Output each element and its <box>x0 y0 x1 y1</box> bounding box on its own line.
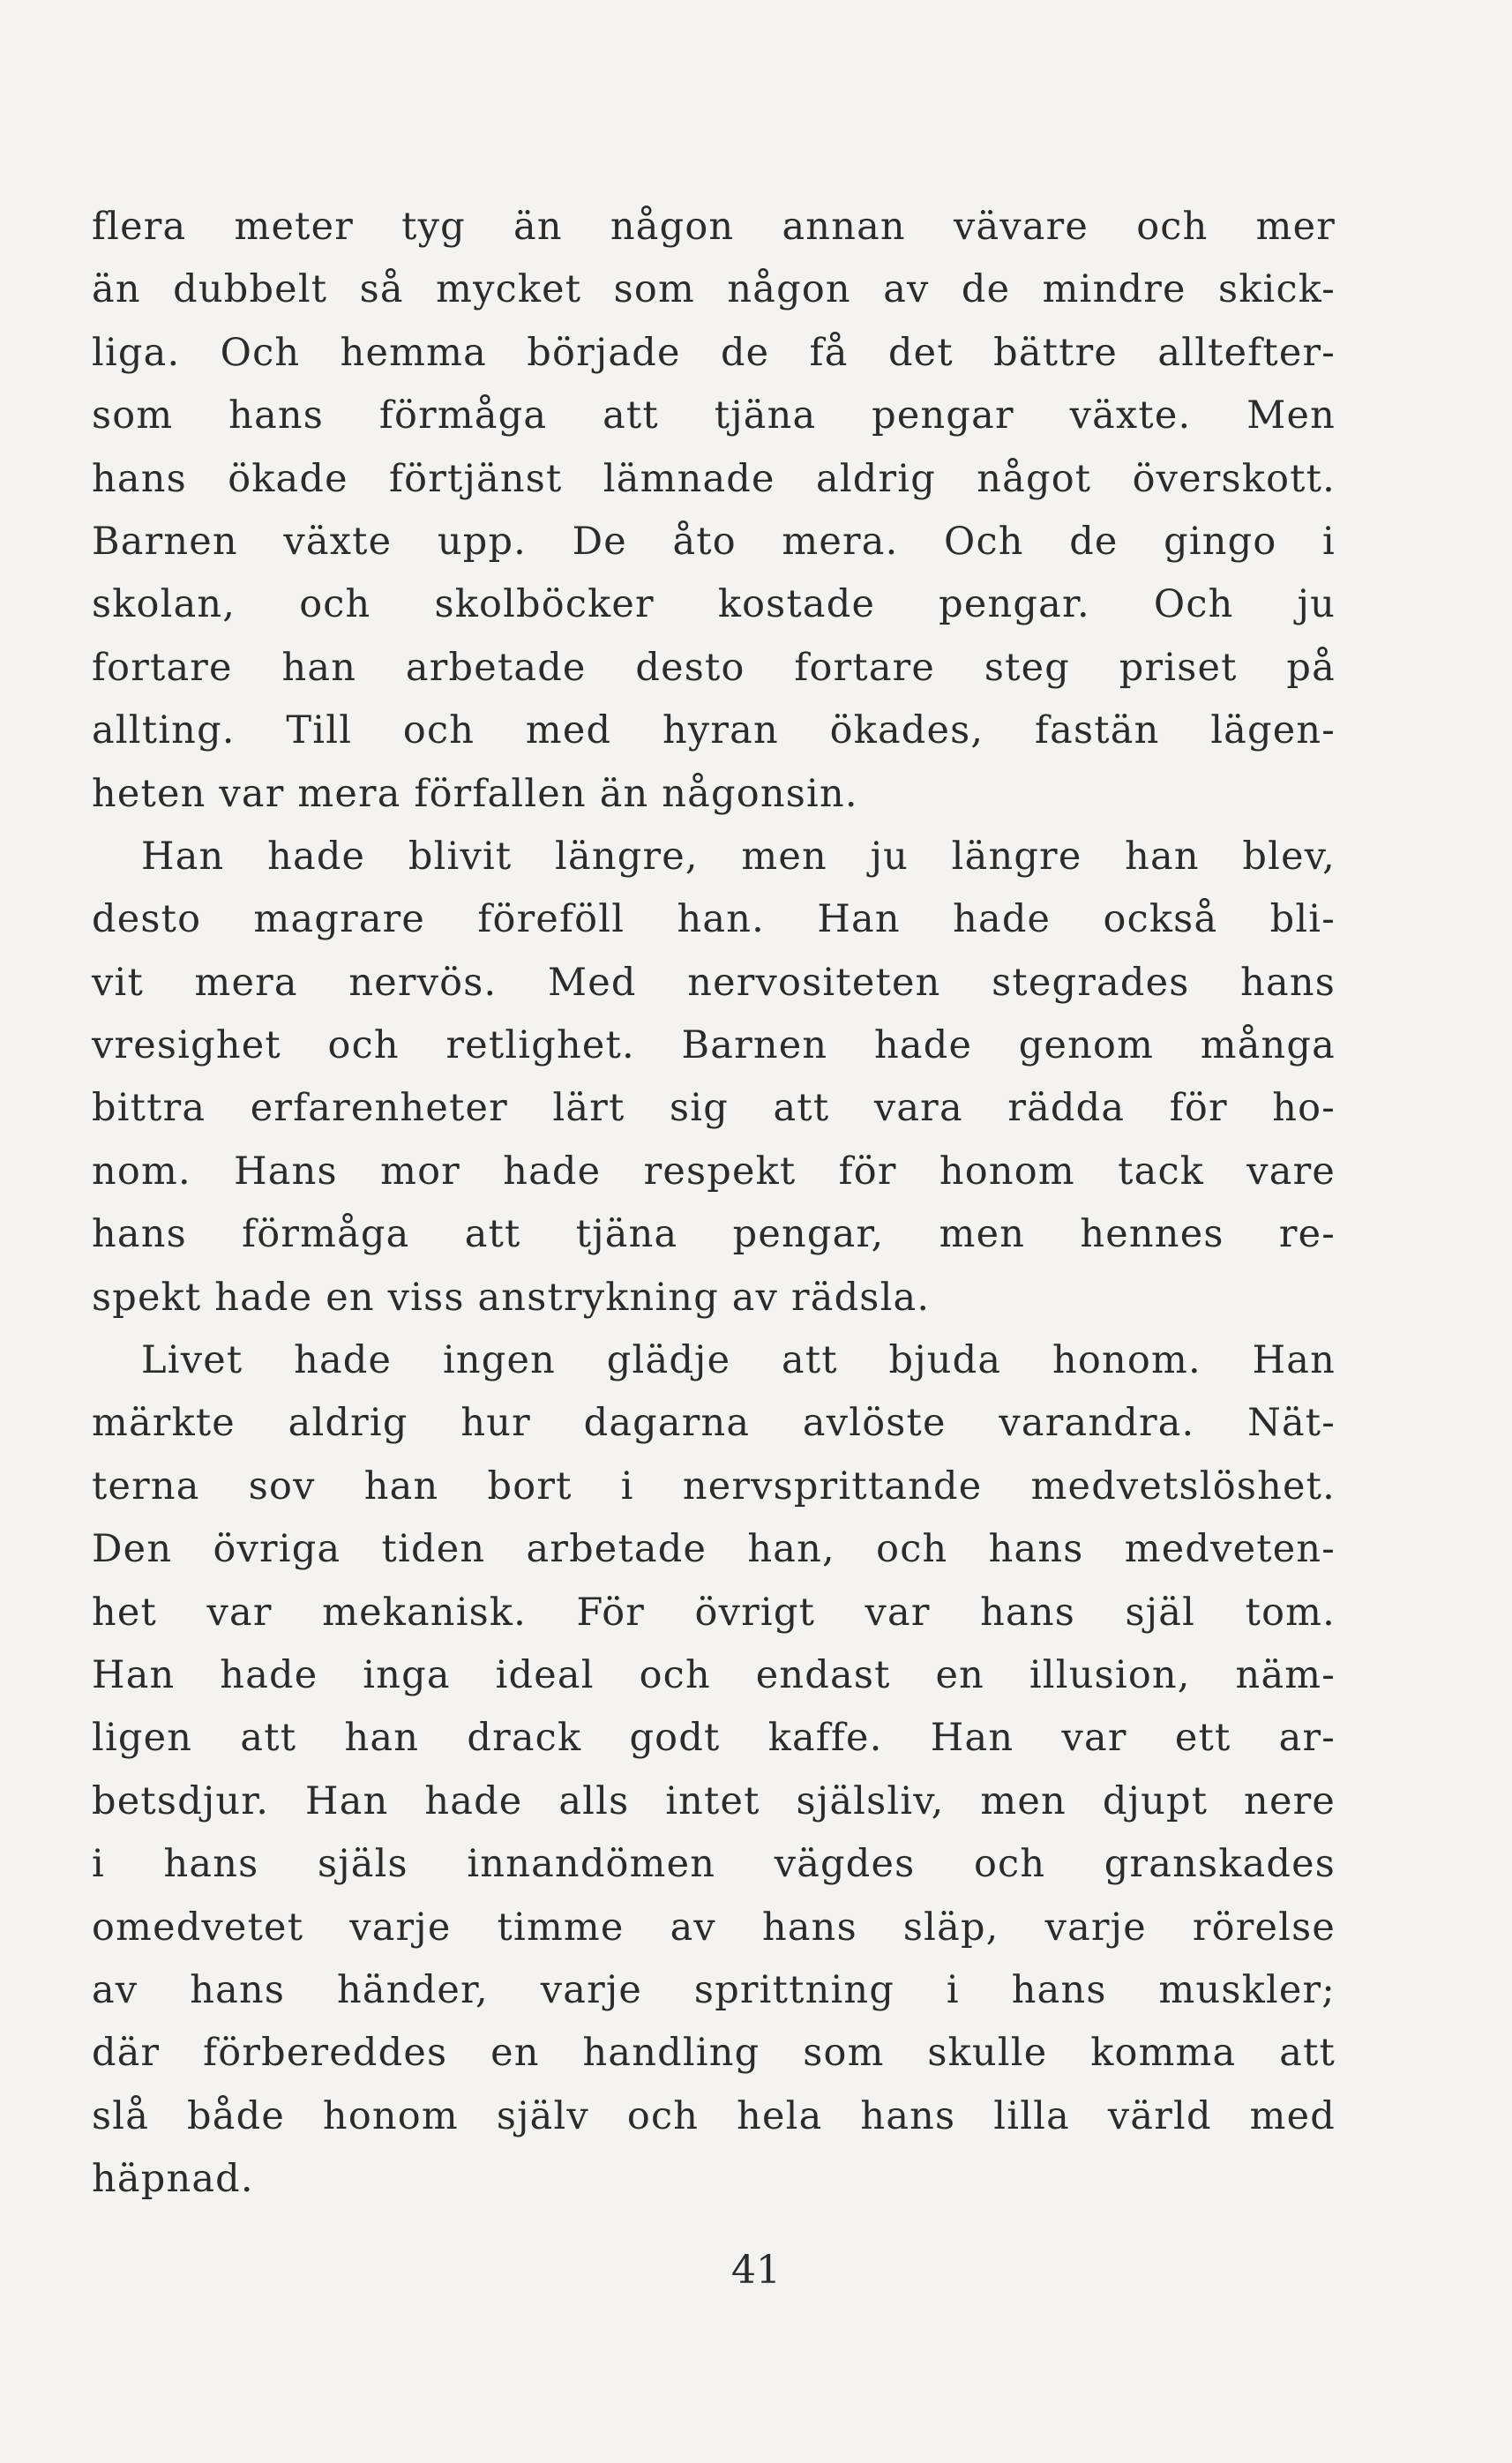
text-line: Livet hade ingen glädje att bjuda honom. Han <box>141 1338 1336 1383</box>
text-line: av hans händer, varje sprittning i hans muskler; <box>92 1967 1336 2012</box>
text-line: häpnad. <box>92 2157 254 2202</box>
text-line: terna sov han bort i nervsprittande medvetslöshet. <box>92 1464 1336 1508</box>
text-line: i hans själs innandömen vägdes och granskades <box>92 1842 1336 1887</box>
text-line: Barnen växte upp. De åto mera. Och de gingo i <box>92 519 1336 564</box>
text-line: slå både honom själv och hela hans lilla värld med <box>92 2093 1336 2138</box>
text-line: vresighet och retlighet. Barnen hade genom många <box>92 1023 1336 1068</box>
text-line: bittra erfarenheter lärt sig att vara rädda för ho- <box>92 1086 1336 1131</box>
body-text <box>92 196 1336 2212</box>
text-line: nom. Hans mor hade respekt för honom tack vare <box>92 1149 1336 1194</box>
text-line: än dubbelt så mycket som någon av de mindre skick- <box>92 267 1336 312</box>
text-line: Han hade blivit längre, men ju längre han blev, <box>141 834 1336 879</box>
text-line: ligen att han drack godt kaffe. Han var ett ar- <box>92 1716 1336 1761</box>
text-line: hans förmåga att tjäna pengar, men hennes re- <box>92 1212 1336 1257</box>
text-line: liga. Och hemma började de få det bättre alltefter- <box>92 330 1336 375</box>
text-line: omedvetet varje timme av hans släp, varje rörelse <box>92 1905 1336 1950</box>
text-line: spekt hade en viss anstrykning av rädsla. <box>92 1275 931 1320</box>
text-line: allting. Till och med hyran ökades, fastän lägen- <box>92 708 1336 753</box>
text-line: Den övriga tiden arbetade han, och hans medveten- <box>92 1527 1336 1572</box>
text-line: skolan, och skolböcker kostade pengar. Och ju <box>92 582 1336 627</box>
text-line: vit mera nervös. Med nervositeten stegrades hans <box>92 960 1336 1005</box>
text-line: betsdjur. Han hade alls intet själsliv, men djupt nere <box>92 1778 1336 1823</box>
text-line: där förbereddes en handling som skulle komma att <box>92 2031 1336 2076</box>
text-line: desto magrare föreföll han. Han hade också bli- <box>92 897 1336 942</box>
text-line: fortare han arbetade desto fortare steg priset på <box>92 645 1336 690</box>
text-line: hans ökade förtjänst lämnade aldrig något överskott. <box>92 456 1336 501</box>
text-line: het var mekanisk. För övrigt var hans själ tom. <box>92 1590 1336 1635</box>
text-line: Han hade inga ideal och endast en illusion, näm- <box>92 1652 1336 1697</box>
page-number: 41 <box>731 2248 781 2293</box>
text-line: som hans förmåga att tjäna pengar växte. Men <box>92 393 1336 438</box>
text-line: flera meter tyg än någon annan vävare och mer <box>92 205 1336 249</box>
text-line: märkte aldrig hur dagarna avlöste varandra. Nät- <box>92 1401 1336 1446</box>
text-line: heten var mera förfallen än någonsin. <box>92 771 858 816</box>
